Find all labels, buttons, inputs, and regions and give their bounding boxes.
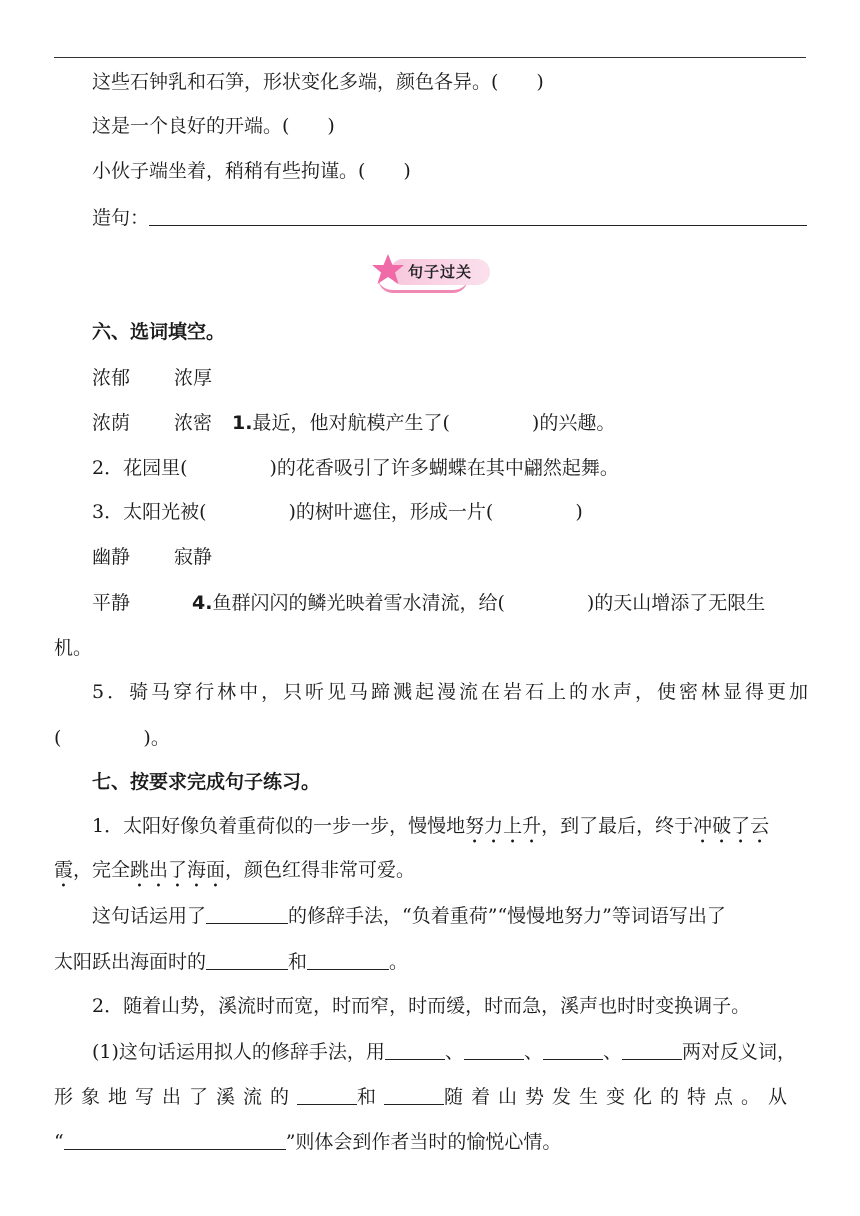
antonym-blank-1[interactable] xyxy=(385,1041,445,1060)
word-options-row-1: 浓郁 浓厚 xyxy=(92,367,213,389)
zaoju-answer-blank[interactable] xyxy=(149,207,807,226)
antonym-blank-2[interactable] xyxy=(464,1041,524,1060)
s6-item-4-cont: 机。 xyxy=(54,637,93,659)
s7-blank-b[interactable] xyxy=(307,951,389,970)
s7-question-1: 这句话运用了 的修辞手法，“负着重荷”“慢慢地努力”等词语写出了 xyxy=(92,905,726,927)
word-options-row-2: 幽静 寂静 xyxy=(92,546,213,568)
section-badge xyxy=(370,252,490,292)
feature-blank-2[interactable] xyxy=(384,1086,444,1105)
s6-item-4: 平静 4.鱼群闪闪的鳞光映着雪水清流，给( )的天山增添了无限生 xyxy=(92,592,766,614)
s7-item-1: 1．太阳好像负着重荷似的一步一步，慢慢地努力上升，到了最后，终于冲破了云 xyxy=(92,815,770,837)
antonym-blank-3[interactable] xyxy=(543,1041,603,1060)
q5-item-4: 这是一个良好的开端。( ) xyxy=(92,115,335,137)
star-icon xyxy=(370,252,410,292)
feature-blank-1[interactable] xyxy=(297,1086,357,1105)
s7-item-1-cont: 霞，完全跳出了海面，颜色红得非常可爱。 xyxy=(54,859,416,881)
antonym-blank-4[interactable] xyxy=(622,1041,682,1060)
s6-item-1: 浓荫 浓密 1.最近，他对航模产生了( )的兴趣。 xyxy=(92,412,616,434)
q5-item-3: 这些石钟乳和石笋，形状变化多端，颜色各异。( ) xyxy=(92,71,544,93)
section-6-title: 六、选词填空。 xyxy=(92,321,226,343)
s7-part-1-cont: 形象地写出了溪流的 和 随着山势发生变化的特点。从 xyxy=(54,1086,796,1108)
s7-question-1-cont: 太阳跃出海面时的 和 。 xyxy=(54,951,409,973)
s6-item-5: 5．骑马穿行林中，只听见马蹄溅起漫流在岩石上的水声，使密林显得更加 xyxy=(92,681,808,703)
s6-item-5-cont: ( )。 xyxy=(54,727,170,749)
s7-blank-rhetoric[interactable] xyxy=(206,905,288,924)
badge-title: 句子过关 xyxy=(408,263,473,281)
q5-item-5: 小伙子端坐着，稍稍有些拘谨。( ) xyxy=(92,160,411,182)
section-7-title: 七、按要求完成句子练习。 xyxy=(92,771,321,793)
s7-part-1-quote: “ ”则体会到作者当时的愉悦心情。 xyxy=(54,1131,562,1153)
s6-item-2: 2．花园里( )的花香吸引了许多蝴蝶在其中翩然起舞。 xyxy=(92,457,619,479)
q5-zaoju-line: 造句： xyxy=(54,206,846,230)
header-rule xyxy=(54,57,806,58)
quote-blank[interactable] xyxy=(64,1131,286,1150)
s6-item-3: 3．太阳光被( )的树叶遮住，形成一片( ) xyxy=(92,501,583,523)
s7-item-2: 2．随着山势，溪流时而宽，时而窄，时而缓，时而急，溪声也时时变换调子。 xyxy=(92,995,751,1017)
s7-part-1: (1)这句话运用拟人的修辞手法，用 、 、 、 两对反义词， xyxy=(92,1041,796,1063)
s7-blank-a[interactable] xyxy=(206,951,288,970)
